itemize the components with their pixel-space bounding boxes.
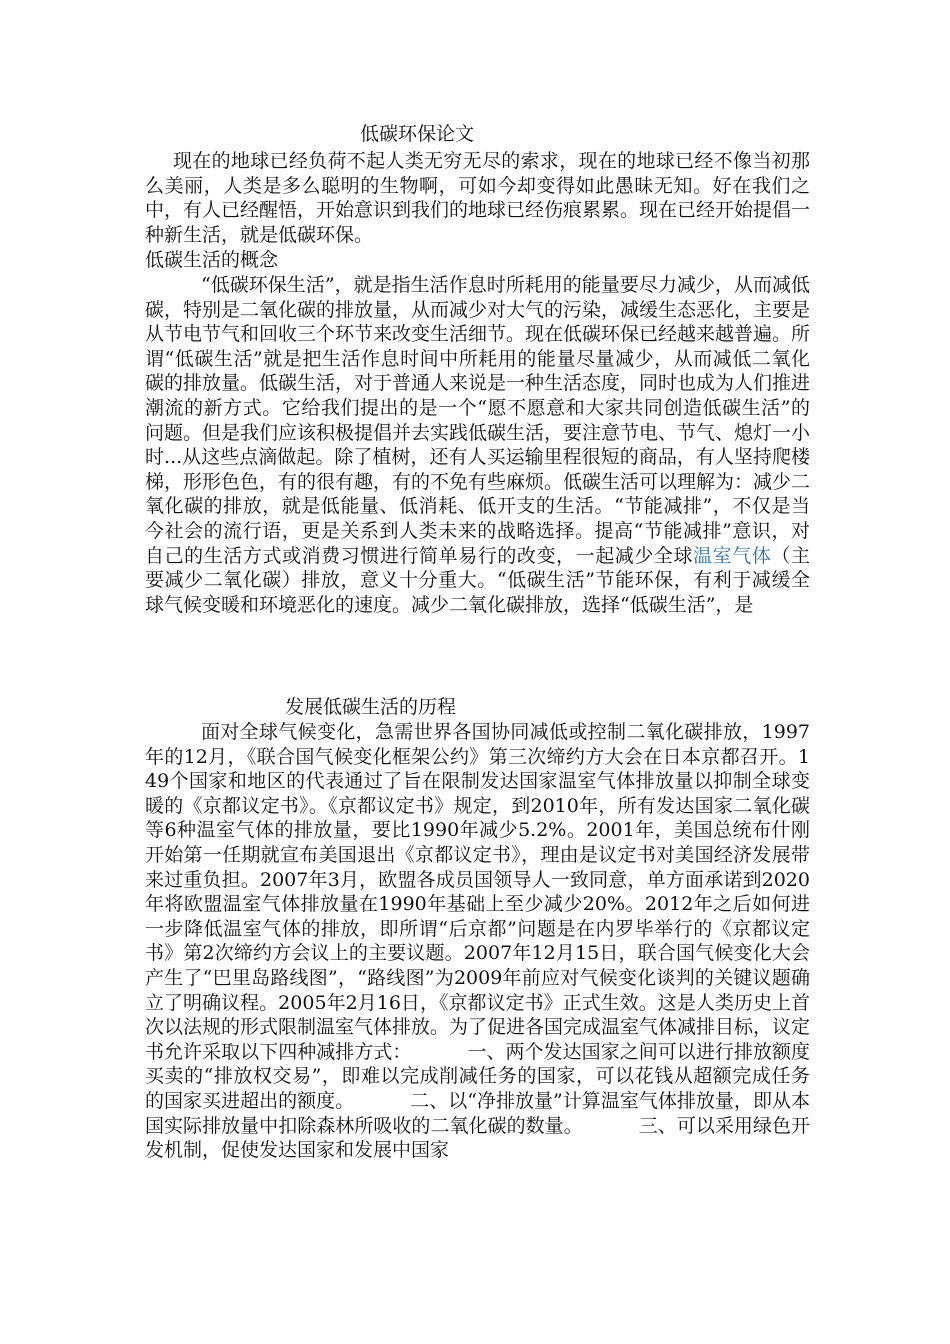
section2-paragraph — [145, 720, 810, 1163]
greenhouse-gas-link[interactable]: 温室气体 — [693, 544, 772, 567]
intro-text: 现在的地球已经负荷不起人类无穷无尽的索求，现在的地球已经不像当初那么美丽，人类是多么聪明的生物啊，可如今却变得如此愚昧无知。好在我们之中，有人已经醒悟，开始意识到我们的地球已经伤痕累累。现在已经开始提倡一种新生活，就是低碳环保。 — [145, 150, 811, 246]
section2-item-1: 一、两个发达国家之间可以进行排放额度买卖的“排放权交易”，即难以完成削减任务的国家，可以花钱从超额完成任务的国家买进超出的额度。 — [145, 1040, 810, 1112]
section2-heading: 发展低碳生活的历程 — [285, 696, 457, 718]
section2-item-2: 二、以“净排放量”计算温室气体排放量，即从本国实际排放量中扣除森林所吸收的二氧化碳的数量。 — [145, 1089, 810, 1137]
section2-text: 面对全球气候变化，急需世界各国协同减低或控制二氧化碳排放，1997年的12月，《联合国气候变化框架公约》第三次缔约方大会在日本京都召开。149个国家和地区的代表通过了旨在限制发达国家温室气体排放量以抑制全球变暖的《京都议定书》。《京都议定书》规定，到2010年，所有发达国家二氧化碳等6种温室气体的排放量，要比1990年减少5.2%。2001年，美国总统布什刚开始第一任期就宣布美国退出《京都议定书》，理由是议定书对美国经济发展带来过重负担。2007年3月，欧盟各成员国领导人一致同意，单方面承诺到2020年将欧盟温室气体排放量在1990年基础上至少减少20%。2012年之后如何进一步降低温室气体的排放，即所谓“后京都”问题是在内罗毕举行的《京都议定书》第2次缔约方会议上的主要议题。2007年12月15日，联合国气候变化大会产生了“巴里岛路线图”，“路线图”为2009年前应对气候变化谈判的关键议题确立了明确议程。2005年2月16日，《京都议定书》正式生效。这是人类历史上首次以法规的形式限制温室气体排放。为了促进各国完成温室气体减排目标，议定书允许采取以下四种减排方式： — [145, 721, 811, 1063]
section1-paragraph — [145, 273, 810, 617]
section1-text-a: “低碳环保生活”，就是指生活作息时所耗用的能量要尽力减少，从而减低碳，特别是二氧化碳的排放量，从而减少对大气的污染，减缓生态恶化，主要是从节电节气和回收三个环节来改变生活细节。现在低碳环保已经越来越普遍。所谓“低碳生活”就是把生活作息时间中所耗用的能量尽量减少，从而减低二氧化碳的排放量。低碳生活，对于普通人来说是一种生活态度，同时也成为人们推进潮流的新方式。它给我们提出的是一个“愿不愿意和大家共同创造低碳生活”的问题。但是我们应该积极提倡并去实践低碳生活，要注意节电、节气、熄灯一小时...从这些点滴做起。除了植树，还有人买运输里程很短的商品，有人坚持爬楼梯，形形色色，有的很有趣，有的不免有些麻烦。低碳生活可以理解为：减少二氧化碳的排放，就是低能量、低消耗、低开支的生活。“节能减排”，不仅是当今社会的流行语，更是关系到人类未来的战略选择。提高“节能减排”意识，对自己的生活方式或消费习惯进行简单易行的改变，一起减少全球 — [145, 274, 811, 567]
section1-heading: 低碳生活的概念 — [145, 249, 279, 271]
intro-paragraph — [145, 149, 810, 247]
section1-text-b: （主要减少二氧化碳）排放，意义十分重大。“低碳生活”节能环保，有利于减缓全球气候变暖和环境恶化的速度。减少二氧化碳排放，选择“低碳生活”，是 — [145, 544, 810, 616]
document-title: 低碳环保论文 — [360, 123, 475, 145]
section2-item-3: 三、可以采用绿色开发机制，促使发达国家和发展中国家 — [145, 1114, 810, 1162]
